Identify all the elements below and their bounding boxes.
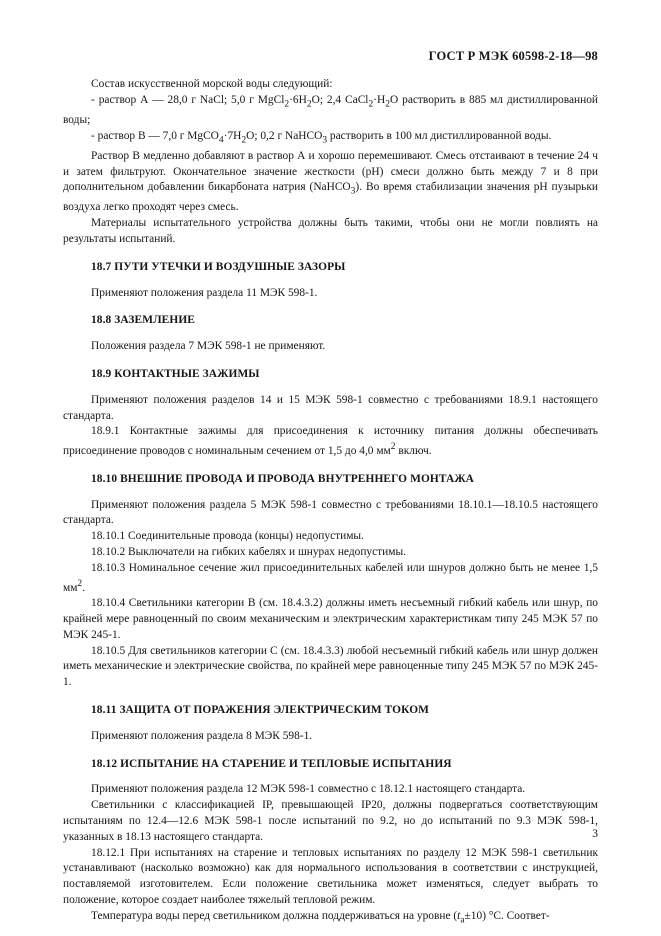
- text-18-9-1: 18.9.1 Контактные зажимы для присоединения к источнику питания должны обеспечивать присоединение проводов с номинальным сечением от 1,5 до 4,0 $мм^2$ включ.: [63, 425, 598, 457]
- text-18-10: Применяют положения раздела 5 МЭК 598-1 совместно с требованиями 18.10.1—18.10.5 настоящего стандарта.: [63, 498, 598, 527]
- solution-b: - раствор В — 7,0 г $MgCO_4\cdot 7H_2O$; 0,2 г NaHCO$_3$ растворить в 100 мл дистиллированной воды.: [91, 129, 552, 145]
- page-number: 3: [592, 828, 598, 840]
- text-water-temp: Температура воды перед светильником должна поддерживаться на уровне $(t_a\pm 10)$ °С. Соответ-: [91, 909, 550, 925]
- text-18-10-2: 18.10.2 Выключатели на гибких кабелях и шнурах недопустимы.: [91, 545, 406, 558]
- heading-18-8: 18.8 ЗАЗЕМЛЕНИЕ: [91, 314, 195, 327]
- heading-18-10: 18.10 ВНЕШНИЕ ПРОВОДА И ПРОВОДА ВНУТРЕННЕГО МОНТАЖА: [91, 472, 475, 485]
- text-18-9: Применяют положения разделов 14 и 15 МЭК 598-1 совместно с требованиями 18.9.1 настоящего стандарта.: [63, 393, 598, 422]
- text-18-12-ip20: Светильники с классификацией IP, превышающей IP20, должны подвергаться соответствующим испытаниям по 12.4—12.6 МЭК 598-1 после испытаний по 9.2, но до испытаний по 9.3 МЭК 598-1, указанных в 18.13 настоящего стандарта.: [63, 799, 598, 843]
- heading-18-11: 18.11 ЗАЩИТА ОТ ПОРАЖЕНИЯ ЭЛЕКТРИЧЕСКИМ ТОКОМ: [91, 703, 430, 716]
- text-18-11: Применяют положения раздела 8 МЭК 598-1.: [91, 729, 313, 742]
- text-18-8: Положения раздела 7 МЭК 598-1 не применяют.: [91, 340, 326, 353]
- heading-18-12: 18.12 ИСПЫТАНИЕ НА СТАРЕНИЕ И ТЕПЛОВЫЕ ИСПЫТАНИЯ: [91, 757, 452, 770]
- text-18-10-4: 18.10.4 Светильники категории В (см. 18.4.3.2) должны иметь несъемный гибкий кабель или шнур, по крайней мере равноценный по своим механическим и электрическим характеристикам типу 245 МЭК 57 по МЭК 245-1.: [63, 597, 598, 641]
- solution-a: - раствор А — 28,0 г NaCl; 5,0 г $MgCl_2\cdot 6H_2O$; 2,4 $CaCl_2\cdot H_2O$ растворить в 885 мл дистиллированной воды;: [63, 93, 598, 126]
- text-18-10-3: 18.10.3 Номинальное сечение жил присоединительных кабелей или шнуров должно быть не менее 1,5 $мм^2$.: [63, 561, 598, 594]
- materials-note: Материалы испытательного устройства должны быть такими, чтобы они не могли повлиять на результаты испытаний.: [63, 217, 598, 246]
- heading-18-9: 18.9 КОНТАКТНЫЕ ЗАЖИМЫ: [91, 368, 260, 380]
- heading-18-7: 18.7 ПУТИ УТЕЧКИ И ВОЗДУШНЫЕ ЗАЗОРЫ: [91, 260, 346, 273]
- text-18-7: Применяют положения раздела 11 МЭК 598-1.: [91, 286, 318, 299]
- text-18-10-1: 18.10.1 Соединительные провода (концы) недопустимы.: [91, 530, 364, 543]
- mixing-procedure: Раствор В медленно добавляют в раствор А и хорошо перемешивают. Смесь отстаивают в течение 24 ч и затем фильтруют. Окончательное значение жесткости (pH) смеси должно быть между 7 и 8 при дополнительном добавлении бикарбоната натрия (NaHCO$_3$). Во время стабилизации значения pH пузырьки воздуха легко проходят через смесь.: [63, 149, 598, 214]
- document-body: [63, 77, 598, 929]
- document-header: ГОСТ Р МЭК 60598-2-18—98: [428, 49, 598, 63]
- text-18-12: Применяют положения раздела 12 МЭК 598-1 совместно с 18.12.1 настоящего стандарта.: [91, 783, 526, 796]
- text-18-12-1: 18.12.1 При испытаниях на старение и тепловых испытаниях по разделу 12 МЭК 598-1 светильник устанавливают (насколько возможно) как для нормального использования в соответствии с инструкцией, поставляемой изготовителем. Если положение светильника может изменяться, следует выбрать то положение, которое создает наиболее тяжелый тепловой режим.: [63, 846, 598, 906]
- composition-intro: Состав искусственной морской воды следующий:: [91, 78, 333, 90]
- text-18-10-5: 18.10.5 Для светильников категории С (см. 18.4.3.3) любой несъемный гибкий кабель или шнур должен иметь механические и электрические свойства, по крайней мере равноценные типу 245 МЭК 57 по МЭК 245-1.: [63, 644, 598, 689]
